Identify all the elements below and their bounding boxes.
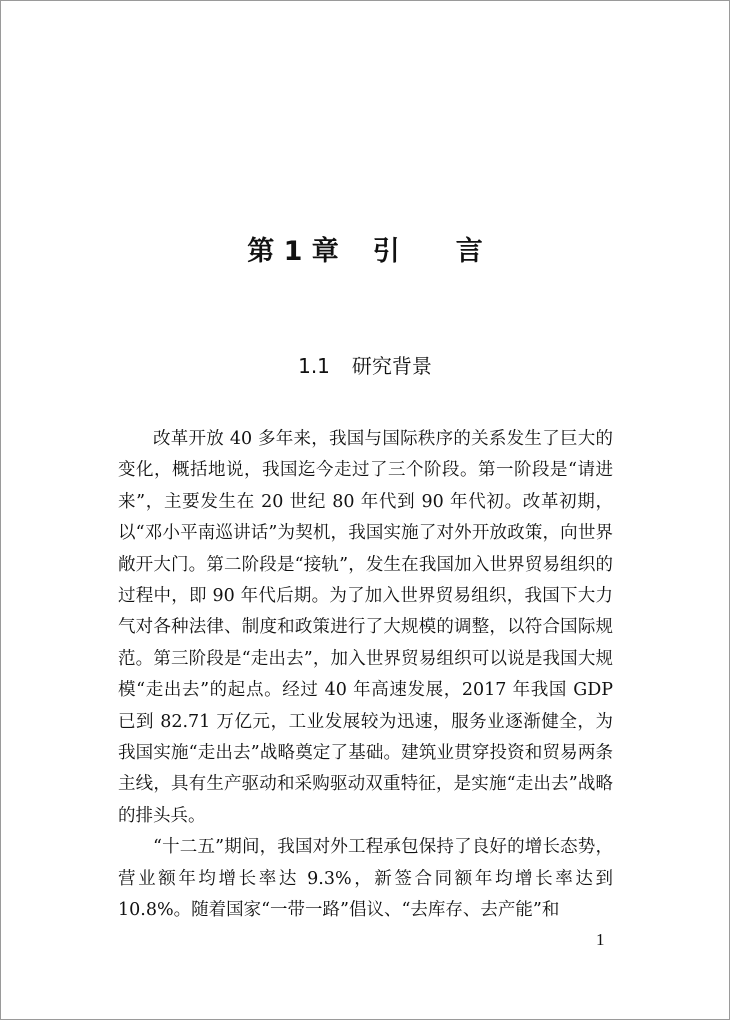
body-text (118, 424, 613, 927)
chapter-title-char-2: 言 (455, 236, 483, 267)
paragraph-1: 改革开放 40 多年来，我国与国际秩序的关系发生了巨大的变化，概括地说，我国迄今走过了三个阶段。第一阶段是“请进来”，主要发生在 20 世纪 80 年代到 90 年代初。改革初期，以“邓小平南巡讲话”为契机，我国实施了对外开放政策，向世界敞开大门。第二阶段是“接轨”，发生在我国加入世界贸易组织的过程中，即 90 年代后期。为了加入世界贸易组织，我国下大力气对各种法律、制度和政策进行了大规模的调整，以符合国际规范。第三阶段是“走出去”，加入世界贸易组织可以说是我国大规模“走出去”的起点。经过 40 年高速发展，2017 年我国 GDP 已到 82.71 万亿元，工业发展较为迅速，服务业逐渐健全，为我国实施“走出去”战略奠定了基础。建筑业贯穿投资和贸易两条主线，具有生产驱动和采购驱动双重特征，是实施“走出去”战略的排头兵。 (118, 429, 613, 826)
section-title: 研究背景 (351, 354, 432, 378)
chapter-title (1, 234, 729, 270)
chapter-title-char-1: 引 (372, 236, 400, 267)
page-number: 1 (596, 930, 605, 949)
section-heading (1, 352, 729, 380)
paragraph-2: “十二五”期间，我国对外工程承包保持了良好的增长态势，营业额年均增长率达 9.3%，新签合同额年均增长率达到 10.8%。随着国家“一带一路”倡议、“去库存、去产能”和 (118, 837, 613, 921)
chapter-number: 第 1 章 (247, 236, 339, 267)
section-number: 1.1 (298, 354, 330, 378)
